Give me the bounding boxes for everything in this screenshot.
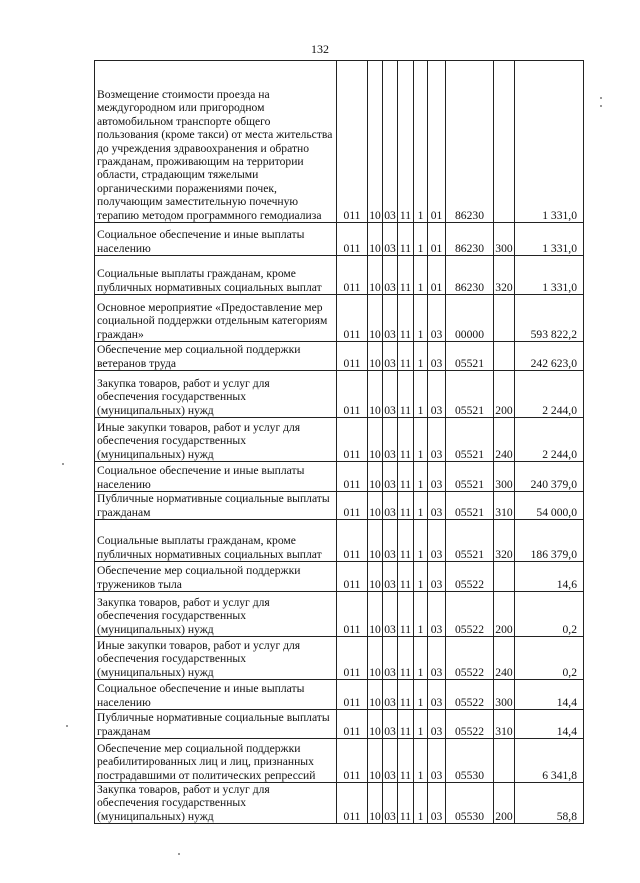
expense-type-code: 300: [494, 462, 515, 492]
amount: 186 379,0: [515, 520, 584, 562]
row-description: Иные закупки товаров, работ и услуг для обеспечения государственных (муниципальных) нужд: [95, 418, 337, 462]
section-code: 10: [368, 680, 383, 710]
subsection-code: 03: [383, 223, 398, 256]
expense-type-code: 320: [494, 256, 515, 295]
event-code: 03: [428, 739, 446, 783]
direction-code: 05521: [446, 462, 494, 492]
row-description: Социальное обеспечение и иные выплаты населению: [95, 223, 337, 256]
row-description: Обеспечение мер социальной поддержки тружеников тыла: [95, 562, 337, 592]
row-description: Социальные выплаты гражданам, кроме публичных нормативных социальных выплат: [95, 520, 337, 562]
table-row: [95, 371, 584, 418]
direction-code: 05522: [446, 680, 494, 710]
amount: 2 244,0: [515, 418, 584, 462]
program-code: 11: [398, 223, 414, 256]
subsection-code: 03: [383, 492, 398, 520]
expense-type-code: [494, 61, 515, 223]
subprogram-code: 1: [414, 295, 428, 342]
scan-speck: [600, 105, 602, 107]
row-description: Социальное обеспечение и иные выплаты населению: [95, 680, 337, 710]
table-row: [95, 562, 584, 592]
table-row: [95, 418, 584, 462]
amount: 1 331,0: [515, 61, 584, 223]
event-code: 03: [428, 783, 446, 824]
row-description: Закупка товаров, работ и услуг для обеспечения государственных (муниципальных) нужд: [95, 783, 337, 824]
program-code: 11: [398, 462, 414, 492]
event-code: 03: [428, 520, 446, 562]
ministry-code: 011: [337, 371, 368, 418]
table-row: [95, 710, 584, 739]
ministry-code: 011: [337, 520, 368, 562]
direction-code: 05522: [446, 592, 494, 637]
section-code: 10: [368, 223, 383, 256]
subprogram-code: 1: [414, 256, 428, 295]
event-code: 01: [428, 223, 446, 256]
ministry-code: 011: [337, 223, 368, 256]
ministry-code: 011: [337, 492, 368, 520]
amount: 242 623,0: [515, 342, 584, 371]
table-row: [95, 520, 584, 562]
direction-code: 05522: [446, 637, 494, 680]
event-code: 03: [428, 492, 446, 520]
section-code: 10: [368, 710, 383, 739]
subsection-code: 03: [383, 520, 398, 562]
ministry-code: 011: [337, 256, 368, 295]
ministry-code: 011: [337, 342, 368, 371]
subprogram-code: 1: [414, 342, 428, 371]
ministry-code: 011: [337, 783, 368, 824]
subprogram-code: 1: [414, 637, 428, 680]
subprogram-code: 1: [414, 783, 428, 824]
ministry-code: 011: [337, 462, 368, 492]
program-code: 11: [398, 783, 414, 824]
expense-type-code: 300: [494, 680, 515, 710]
subsection-code: 03: [383, 371, 398, 418]
expense-type-code: 320: [494, 520, 515, 562]
program-code: 11: [398, 739, 414, 783]
expense-type-code: 310: [494, 492, 515, 520]
expense-type-code: 200: [494, 592, 515, 637]
subprogram-code: 1: [414, 562, 428, 592]
program-code: 11: [398, 61, 414, 223]
direction-code: 05521: [446, 492, 494, 520]
program-code: 11: [398, 418, 414, 462]
ministry-code: 011: [337, 637, 368, 680]
event-code: 03: [428, 462, 446, 492]
row-description: Социальное обеспечение и иные выплаты населению: [95, 462, 337, 492]
direction-code: 05521: [446, 418, 494, 462]
ministry-code: 011: [337, 680, 368, 710]
subsection-code: 03: [383, 418, 398, 462]
expense-type-code: [494, 295, 515, 342]
direction-code: 86230: [446, 256, 494, 295]
amount: 58,8: [515, 783, 584, 824]
event-code: 03: [428, 637, 446, 680]
table-row: [95, 295, 584, 342]
program-code: 11: [398, 295, 414, 342]
table-row: [95, 223, 584, 256]
section-code: 10: [368, 637, 383, 680]
expense-type-code: 240: [494, 637, 515, 680]
ministry-code: 011: [337, 418, 368, 462]
subsection-code: 03: [383, 295, 398, 342]
table-row: [95, 680, 584, 710]
program-code: 11: [398, 256, 414, 295]
event-code: 03: [428, 710, 446, 739]
budget-table: [94, 60, 584, 824]
event-code: 03: [428, 592, 446, 637]
subprogram-code: 1: [414, 223, 428, 256]
row-description: Социальные выплаты гражданам, кроме публичных нормативных социальных выплат: [95, 256, 337, 295]
subsection-code: 03: [383, 342, 398, 371]
subprogram-code: 1: [414, 61, 428, 223]
direction-code: 05521: [446, 371, 494, 418]
amount: 14,4: [515, 710, 584, 739]
program-code: 11: [398, 371, 414, 418]
ministry-code: 011: [337, 562, 368, 592]
expense-type-code: 310: [494, 710, 515, 739]
program-code: 11: [398, 342, 414, 371]
event-code: 03: [428, 342, 446, 371]
event-code: 03: [428, 418, 446, 462]
expense-type-code: 200: [494, 783, 515, 824]
section-code: 10: [368, 739, 383, 783]
scan-speck: [178, 853, 180, 855]
section-code: 10: [368, 61, 383, 223]
subsection-code: 03: [383, 592, 398, 637]
expense-type-code: [494, 739, 515, 783]
subprogram-code: 1: [414, 520, 428, 562]
ministry-code: 011: [337, 61, 368, 223]
subprogram-code: 1: [414, 418, 428, 462]
direction-code: 05521: [446, 342, 494, 371]
table-row: [95, 739, 584, 783]
subsection-code: 03: [383, 637, 398, 680]
program-code: 11: [398, 592, 414, 637]
ministry-code: 011: [337, 710, 368, 739]
row-description: Основное мероприятие «Предоставление мер социальной поддержки отдельным категориям граждан»: [95, 295, 337, 342]
row-description: Публичные нормативные социальные выплаты гражданам: [95, 710, 337, 739]
amount: 6 341,8: [515, 739, 584, 783]
subprogram-code: 1: [414, 592, 428, 637]
row-description: Публичные нормативные социальные выплаты гражданам: [95, 492, 337, 520]
subprogram-code: 1: [414, 462, 428, 492]
program-code: 11: [398, 562, 414, 592]
page-number: 132: [311, 42, 329, 56]
subprogram-code: 1: [414, 371, 428, 418]
section-code: 10: [368, 562, 383, 592]
amount: 14,4: [515, 680, 584, 710]
program-code: 11: [398, 680, 414, 710]
event-code: 03: [428, 371, 446, 418]
direction-code: 86230: [446, 223, 494, 256]
amount: 2 244,0: [515, 371, 584, 418]
direction-code: 05522: [446, 562, 494, 592]
direction-code: 05530: [446, 739, 494, 783]
program-code: 11: [398, 520, 414, 562]
amount: 1 331,0: [515, 256, 584, 295]
subsection-code: 03: [383, 710, 398, 739]
expense-type-code: 240: [494, 418, 515, 462]
direction-code: 00000: [446, 295, 494, 342]
subsection-code: 03: [383, 739, 398, 783]
row-description: Иные закупки товаров, работ и услуг для обеспечения государственных (муниципальных) нужд: [95, 637, 337, 680]
scan-speck: [62, 463, 64, 465]
subsection-code: 03: [383, 256, 398, 295]
amount: 0,2: [515, 637, 584, 680]
row-description: Обеспечение мер социальной поддержки реабилитированных лиц и лиц, признанных пострадавшими от политических репрессий: [95, 739, 337, 783]
subsection-code: 03: [383, 61, 398, 223]
table-body: [95, 61, 584, 824]
section-code: 10: [368, 295, 383, 342]
subsection-code: 03: [383, 680, 398, 710]
subsection-code: 03: [383, 562, 398, 592]
expense-type-code: [494, 562, 515, 592]
subprogram-code: 1: [414, 492, 428, 520]
table-row: [95, 342, 584, 371]
direction-code: 05522: [446, 710, 494, 739]
section-code: 10: [368, 342, 383, 371]
section-code: 10: [368, 783, 383, 824]
event-code: 03: [428, 295, 446, 342]
program-code: 11: [398, 637, 414, 680]
table-row: [95, 61, 584, 223]
table-row: [95, 783, 584, 824]
row-description: Закупка товаров, работ и услуг для обеспечения государственных (муниципальных) нужд: [95, 371, 337, 418]
event-code: 03: [428, 562, 446, 592]
event-code: 01: [428, 256, 446, 295]
ministry-code: 011: [337, 295, 368, 342]
subsection-code: 03: [383, 783, 398, 824]
expense-type-code: [494, 342, 515, 371]
program-code: 11: [398, 710, 414, 739]
subprogram-code: 1: [414, 680, 428, 710]
direction-code: 86230: [446, 61, 494, 223]
section-code: 10: [368, 492, 383, 520]
table-row: [95, 637, 584, 680]
section-code: 10: [368, 256, 383, 295]
event-code: 03: [428, 680, 446, 710]
ministry-code: 011: [337, 592, 368, 637]
amount: 14,6: [515, 562, 584, 592]
section-code: 10: [368, 418, 383, 462]
subprogram-code: 1: [414, 710, 428, 739]
program-code: 11: [398, 492, 414, 520]
amount: 593 822,2: [515, 295, 584, 342]
expense-type-code: 200: [494, 371, 515, 418]
scan-speck: [66, 725, 68, 727]
subprogram-code: 1: [414, 739, 428, 783]
row-description: Закупка товаров, работ и услуг для обеспечения государственных (муниципальных) нужд: [95, 592, 337, 637]
amount: 54 000,0: [515, 492, 584, 520]
scan-speck: [600, 97, 602, 99]
table-row: [95, 462, 584, 492]
section-code: 10: [368, 371, 383, 418]
table-row: [95, 492, 584, 520]
row-description: Возмещение стоимости проезда на междугородном или пригородном автомобильном транспорте общего пользования (кроме такси) от места жительства до учреждения здравоохранения и обратно гражданам, проживающим на территории области, страдающим тяжелыми органическими поражениями почек, получающим заместительную почечную терапию методом программного гемодиализа: [95, 61, 337, 223]
subsection-code: 03: [383, 462, 398, 492]
direction-code: 05530: [446, 783, 494, 824]
section-code: 10: [368, 520, 383, 562]
amount: 1 331,0: [515, 223, 584, 256]
row-description: Обеспечение мер социальной поддержки ветеранов труда: [95, 342, 337, 371]
ministry-code: 011: [337, 739, 368, 783]
expense-type-code: 300: [494, 223, 515, 256]
section-code: 10: [368, 462, 383, 492]
section-code: 10: [368, 592, 383, 637]
amount: 0,2: [515, 592, 584, 637]
event-code: 01: [428, 61, 446, 223]
amount: 240 379,0: [515, 462, 584, 492]
table-row: [95, 592, 584, 637]
table-row: [95, 256, 584, 295]
direction-code: 05521: [446, 520, 494, 562]
